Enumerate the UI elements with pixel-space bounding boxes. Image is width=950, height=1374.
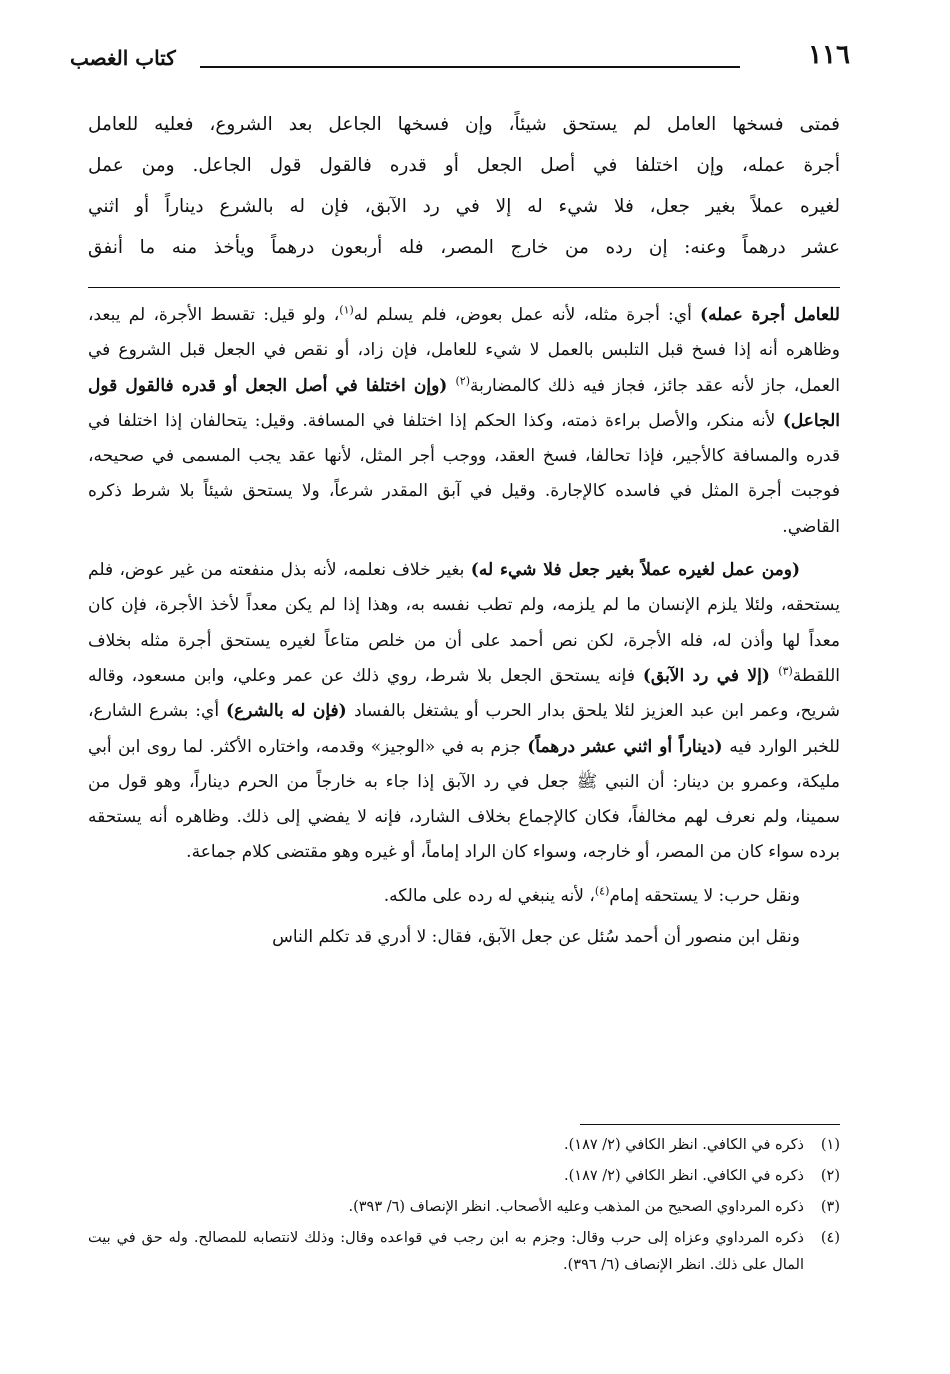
header-rule — [200, 66, 740, 68]
footnote-ref[interactable]: (٢) — [455, 373, 470, 387]
commentary-text: جزم به في «الوجيز» وقدمه، واختاره الأكثر. لما روى ابن أبي مليكة، وعمرو بن دينار: أن النبي ﷺ جعل في رد الآبق إذا جاء به خارجاً من الحرم ديناراً، وهو قول من سمينا، ولم نعرف لهم مخالفاً، فكان كالإجماع بخلاف الشارد، فإنه لا يفضي إلى ذلك. وظاهره أنه يستحقه برده سواء كان من المصر، أو خارجه، وسواء كان الراد إماماً، أو غيره وهو مقتضى كلام جماعة. — [88, 736, 840, 863]
quoted-matn: (وإن اختلفا في أصل الجعل أو قدره فالقول قول الجاعل) — [88, 375, 840, 431]
commentary-text: فإنه يستحق الجعل بلا شرط، روي ذلك عن عمر وعلي، وابن مسعود، وقاله شريح، وعمر ابن عبد العزيز لئلا يلحق بدار الحرب أو يشتغل بالفساد — [88, 665, 840, 722]
chapter-title: كتاب الغصب — [70, 46, 176, 70]
footnote-number: (٤) — [820, 1230, 840, 1246]
commentary-paragraph — [88, 553, 840, 871]
footnote — [88, 1132, 840, 1159]
main-text-line: عشر درهماً وعنه: إن رده من خارج المصر، فله أربعون درهماً ويأخذ منه ما أنفق — [88, 237, 840, 258]
main-divider — [88, 287, 840, 288]
footnote-text: ذكره في الكافي. انظر الكافي (٢/ ١٨٧). — [564, 1168, 804, 1184]
commentary-text: ونقل حرب: لا يستحقه إمام — [609, 885, 800, 906]
footnote-ref[interactable]: (٣) — [778, 664, 793, 678]
commentary-text: ونقل ابن منصور أن أحمد سُئل عن جعل الآبق، فقال: لا أدري قد تكلم الناس — [272, 927, 800, 948]
footnote — [88, 1163, 840, 1190]
footnote — [88, 1225, 840, 1279]
commentary-paragraph — [88, 879, 840, 914]
footnote-number: (١) — [820, 1137, 840, 1153]
commentary-text: أي: بشرع الشارع، للخبر الوارد فيه — [88, 701, 840, 757]
commentary-text: أي: أجرة مثله، لأنه عمل بعوض، فلم يسلم له — [353, 305, 701, 325]
main-text-line: أجرة عمله، وإن اختلفا في أصل الجعل أو قدره فالقول قول الجاعل. ومن عمل — [88, 155, 840, 176]
main-text-line: فمتى فسخها العامل لم يستحق شيئاً، وإن فسخها الجاعل بعد الشروع، فعليه للعامل — [88, 114, 840, 135]
footnote-text: ذكره المرداوي وعزاه إلى حرب وقال: وجزم به ابن رجب في قواعده وقال: وذلك لانتصابه للمصالح. وله حق في بيت المال على ذلك. انظر الإنصاف (٦/ ٣٩٦). — [88, 1230, 804, 1273]
commentary-paragraph — [88, 298, 840, 545]
footnote-text: ذكره في الكافي. انظر الكافي (٢/ ١٨٧). — [564, 1137, 804, 1153]
commentary-text: ، ولو قيل: تقسط الأجرة، لم يبعد، وظاهره أنه إذا فسخ قبل التلبس بالعمل لا شيء للعامل، فإن زاد، أو نقص في الجعل قبل الشروع في العمل، جاز لأنه عقد جائز، فجاز فيه ذلك كالمضاربة — [88, 305, 840, 396]
commentary — [88, 298, 840, 963]
footnote-rule — [580, 1124, 840, 1125]
footnote — [88, 1194, 840, 1221]
commentary-text: بغير خلاف نعلمه، لأنه بذل منفعته من غير عوض، فلم يستحقه، ولئلا يلزم الإنسان ما لم يلزمه، ولم تطب نفسه به، وهذا إذا لم يكن معداً لأخذ الأجرة، فإن كان معداً لها وأذن له، فله الأجرة، لكن نص أحمد على أن من خلص متاعاً لغيره يستحق أجرة مثله بخلاف اللقطة — [88, 560, 840, 686]
quoted-matn: (فإن له بالشرع) — [225, 701, 355, 722]
quoted-matn: (ومن عمل لغيره عملاً بغير جعل فلا شيء له) — [470, 560, 800, 581]
page-header — [70, 40, 850, 76]
page-number: ١١٦ — [808, 40, 850, 70]
footnote-number: (٢) — [820, 1168, 840, 1184]
main-text — [88, 104, 840, 268]
quoted-matn: (ديناراً أو اثني عشر درهماً) — [527, 736, 730, 757]
footnote-number: (٣) — [820, 1199, 840, 1215]
footnote-ref[interactable]: (١) — [339, 303, 354, 317]
commentary-text: لأنه منكر، والأصل براءة ذمته، وكذا الحكم إذا اختلفا في المسافة. وقيل: يتحالفان إذا اختلفا في قدره والمسافة كالأجير، فإذا تحالفا، فسخ العقد، ووجب أجر المثل، لأنها عقد يجب المسمى في صحيحه، فوجبت أجرة المثل في فاسده كالإجارة. وقيل في آبق المقدر شرعاً، ولا يستحق شيئاً بلا شرط ذكره القاضي. — [88, 410, 840, 537]
quoted-matn: (إلا في رد الآبق) — [642, 665, 779, 686]
footnote-text: ذكره المرداوي الصحيح من المذهب وعليه الأصحاب. انظر الإنصاف (٦/ ٣٩٣). — [348, 1199, 804, 1215]
main-text-line: لغيره عملاً بغير جعل، فلا شيء له إلا في رد الآبق، فإن له بالشرع ديناراً أو اثني — [88, 196, 840, 217]
footnote-ref[interactable]: (٤) — [594, 884, 610, 898]
footnotes — [88, 1132, 840, 1283]
commentary-text: ، لأنه ينبغي له رده على مالكه. — [383, 885, 595, 906]
commentary-paragraph — [88, 920, 840, 955]
quoted-matn: للعامل أجرة عمله) — [700, 305, 840, 325]
